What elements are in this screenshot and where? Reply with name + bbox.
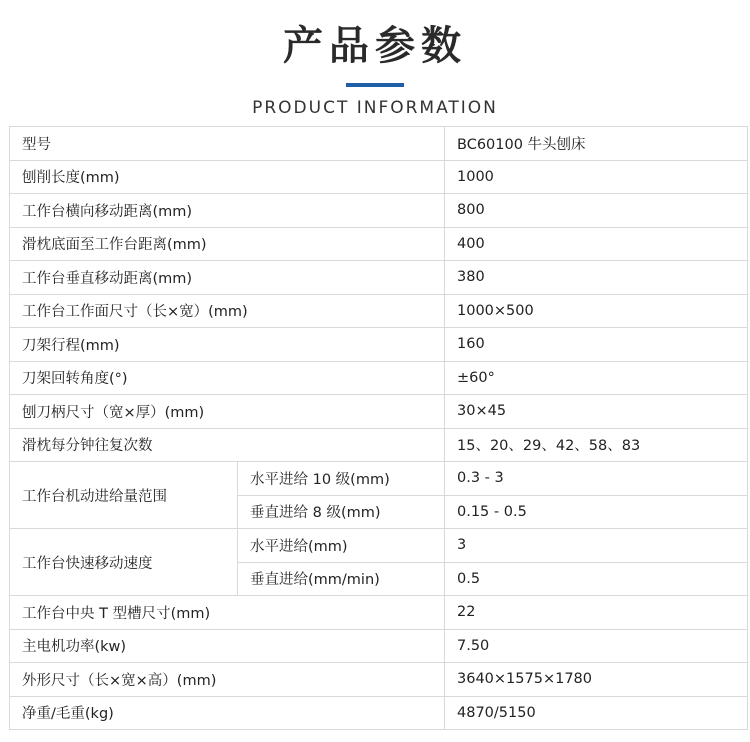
table-row: [10, 227, 748, 261]
spec-label: 滑枕底面至工作台距离(mm): [10, 227, 445, 261]
sub-label: 水平进给 10 级(mm): [238, 462, 445, 496]
spec-label: 工作台垂直移动距离(mm): [10, 261, 445, 295]
group-label: 工作台快速移动速度: [10, 529, 238, 596]
table-row: [10, 127, 748, 161]
table-row: [10, 596, 748, 630]
spec-value: 22: [445, 596, 748, 630]
spec-label: 刀架行程(mm): [10, 328, 445, 362]
spec-label: 工作台工作面尺寸（长×宽）(mm): [10, 294, 445, 328]
spec-value: 380: [445, 261, 748, 295]
table-row: [10, 194, 748, 228]
spec-value: BC60100 牛头刨床: [445, 127, 748, 161]
sub-label: 水平进给(mm): [238, 529, 445, 563]
table-row: [10, 261, 748, 295]
page-subtitle: PRODUCT INFORMATION: [252, 98, 498, 118]
table-row: [10, 361, 748, 395]
spec-value: ±60°: [445, 361, 748, 395]
spec-value: 30×45: [445, 395, 748, 429]
table-row: [10, 160, 748, 194]
table-row: [10, 294, 748, 328]
spec-value: 1000: [445, 160, 748, 194]
spec-value: 3640×1575×1780: [445, 663, 748, 697]
table-row: [10, 529, 748, 563]
spec-value: 400: [445, 227, 748, 261]
spec-value: 15、20、29、42、58、83: [445, 428, 748, 462]
spec-value: 1000×500: [445, 294, 748, 328]
spec-value: 800: [445, 194, 748, 228]
spec-label: 刨削长度(mm): [10, 160, 445, 194]
table-row: [10, 395, 748, 429]
table-row: [10, 428, 748, 462]
table-row: [10, 696, 748, 730]
spec-label: 刀架回转角度(°): [10, 361, 445, 395]
spec-label: 滑枕每分钟往复次数: [10, 428, 445, 462]
spec-value: 160: [445, 328, 748, 362]
group-label: 工作台机动进给量范围: [10, 462, 238, 529]
table-row: [10, 629, 748, 663]
title-underline: [346, 83, 404, 87]
spec-table: [9, 126, 748, 730]
spec-label: 外形尺寸（长×宽×高）(mm): [10, 663, 445, 697]
spec-value: 4870/5150: [445, 696, 748, 730]
spec-label: 型号: [10, 127, 445, 161]
sub-label: 垂直进给(mm/min): [238, 562, 445, 596]
page-title: 产品参数: [283, 23, 467, 69]
table-row: [10, 328, 748, 362]
spec-value: 0.3 - 3: [445, 462, 748, 496]
spec-label: 主电机功率(kw): [10, 629, 445, 663]
spec-label: 工作台横向移动距离(mm): [10, 194, 445, 228]
spec-value: 7.50: [445, 629, 748, 663]
table-row: [10, 462, 748, 496]
spec-label: 工作台中央 T 型槽尺寸(mm): [10, 596, 445, 630]
sub-label: 垂直进给 8 级(mm): [238, 495, 445, 529]
spec-value: 0.15 - 0.5: [445, 495, 748, 529]
spec-label: 刨刀柄尺寸（宽×厚）(mm): [10, 395, 445, 429]
table-row: [10, 663, 748, 697]
spec-value: 0.5: [445, 562, 748, 596]
spec-label: 净重/毛重(kg): [10, 696, 445, 730]
spec-value: 3: [445, 529, 748, 563]
